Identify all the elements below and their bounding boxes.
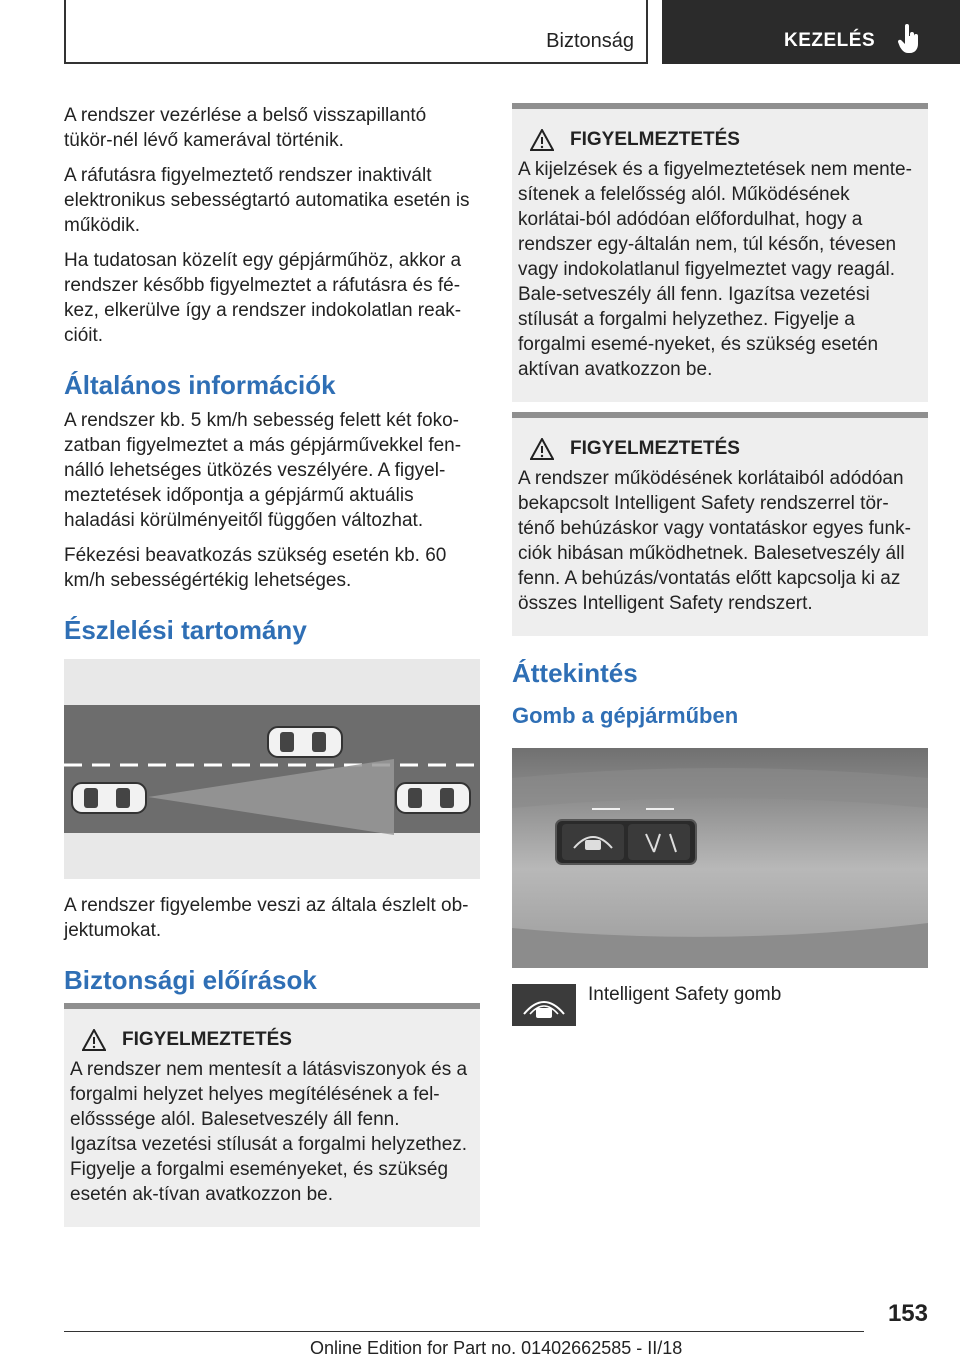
car-icon bbox=[396, 783, 470, 813]
hand-pointer-icon bbox=[898, 24, 920, 54]
heading-button-in-vehicle: Gomb a gépjárműben bbox=[512, 703, 739, 728]
paragraph: A ráfutásra figyelmeztető rendszer inaktivált elektronikus sebességtartó automatika esetén is működik. bbox=[64, 165, 470, 236]
paragraph: A rendszer vezérlése a belső visszapillantó tükör-nél lévő kamerával történik. bbox=[64, 105, 427, 151]
heading-general-info: Általános információk bbox=[64, 370, 336, 400]
paragraph: Ha tudatosan közelít egy gépjárműhöz, akkor a rendszer később figyelmeztet a ráfutásra és fé-kez, elkerülve így a rendszer indokolatlan reak-cióit. bbox=[64, 250, 462, 346]
heading-overview: Áttekintés bbox=[512, 658, 638, 688]
page-number: 153 bbox=[887, 1300, 928, 1327]
intelligent-safety-button[interactable] bbox=[562, 824, 624, 860]
warning-box bbox=[512, 103, 928, 402]
chapter-title: KEZELÉS bbox=[784, 30, 876, 51]
warning-triangle-icon bbox=[530, 438, 554, 460]
car-icon bbox=[268, 727, 342, 757]
icon-label: Intelligent Safety gomb bbox=[588, 984, 782, 1005]
figure-caption: A rendszer figyelembe veszi az általa észlelt ob-jektumokat. bbox=[64, 895, 469, 941]
road-diagram bbox=[64, 659, 480, 879]
intelligent-safety-icon bbox=[512, 984, 576, 1026]
header-section-box bbox=[64, 0, 648, 64]
warning-title: FIGYELMEZTETÉS bbox=[570, 438, 740, 459]
warning-title: FIGYELMEZTETÉS bbox=[570, 129, 740, 150]
warning-triangle-icon bbox=[82, 1029, 106, 1051]
warning-box bbox=[512, 412, 928, 636]
heading-detection-range: Észlelési tartomány bbox=[64, 615, 307, 645]
heading-safety-rules: Biztonsági előírások bbox=[64, 965, 317, 995]
warning-box bbox=[64, 1003, 480, 1227]
warning-text: A rendszer nem mentesít a látásviszonyok és a forgalmi helyzet helyes megítélésének a fel-elősssége alól. Balesetveszély áll fenn. Igazítsa vezetési stílusát a forgalmi helyzethez. Figyelje a forgalmi eseményeket, és szükség esetén ak-tívan avatkozzon be. bbox=[70, 1059, 468, 1205]
edition-note: Online Edition for Part no. 01402662585 - II/18 bbox=[310, 1338, 683, 1358]
right-column bbox=[512, 103, 928, 1026]
warning-text: A rendszer működésének korlátaiból adódóan bekapcsolt Intelligent Safety rendszerrel tör-ténő behúzáskor vagy vontatáskor egyes funk-ciók hibásan működhetnek. Balesetveszély áll fenn. A behúzás/vontatás előtt kapcsolja ki az összes Intelligent Safety rendszert. bbox=[518, 468, 911, 614]
section-title: Biztonság bbox=[546, 30, 634, 52]
paragraph: Fékezési beavatkozás szükség esetén kb. 60 km/h sebességértékig lehetséges. bbox=[64, 545, 447, 591]
warning-text: A kijelzések és a figyelmeztetések nem mente-sítenek a felelősség alól. Működésének korlátai-ból adódóan előfordulhat, hogy a rendszer egy-általán nem, túl későn, tévesen vagy indokolatlanul figyelmeztet vagy reagál. Bale-setveszély áll fenn. Igazítsa vezetési stílusát a forgalmi helyzethez. Figyelje a forgalmi esemé-nyeket, és szükség esetén aktívan avatkozzon be. bbox=[518, 159, 912, 380]
warning-triangle-icon bbox=[530, 129, 554, 151]
paragraph: A rendszer kb. 5 km/h sebesség felett két foko-zatban figyelmeztet a más gépjárművekkel fen-nálló lehetséges ütközés veszélyére. A figyel-meztetések időpontja a gépjármű aktuális haladási körülményeitől függően változhat. bbox=[64, 410, 462, 531]
detection-range-illustration bbox=[64, 659, 480, 879]
footer-divider bbox=[64, 1331, 864, 1332]
vehicle-button-photo bbox=[512, 748, 928, 968]
car-icon bbox=[72, 783, 146, 813]
button-panel-illustration bbox=[512, 748, 928, 968]
header-chapter-box bbox=[662, 0, 960, 64]
icon-legend-row bbox=[512, 982, 928, 1026]
left-column bbox=[64, 103, 480, 1227]
warning-title: FIGYELMEZTETÉS bbox=[122, 1029, 292, 1050]
lane-assist-button[interactable] bbox=[628, 824, 690, 860]
